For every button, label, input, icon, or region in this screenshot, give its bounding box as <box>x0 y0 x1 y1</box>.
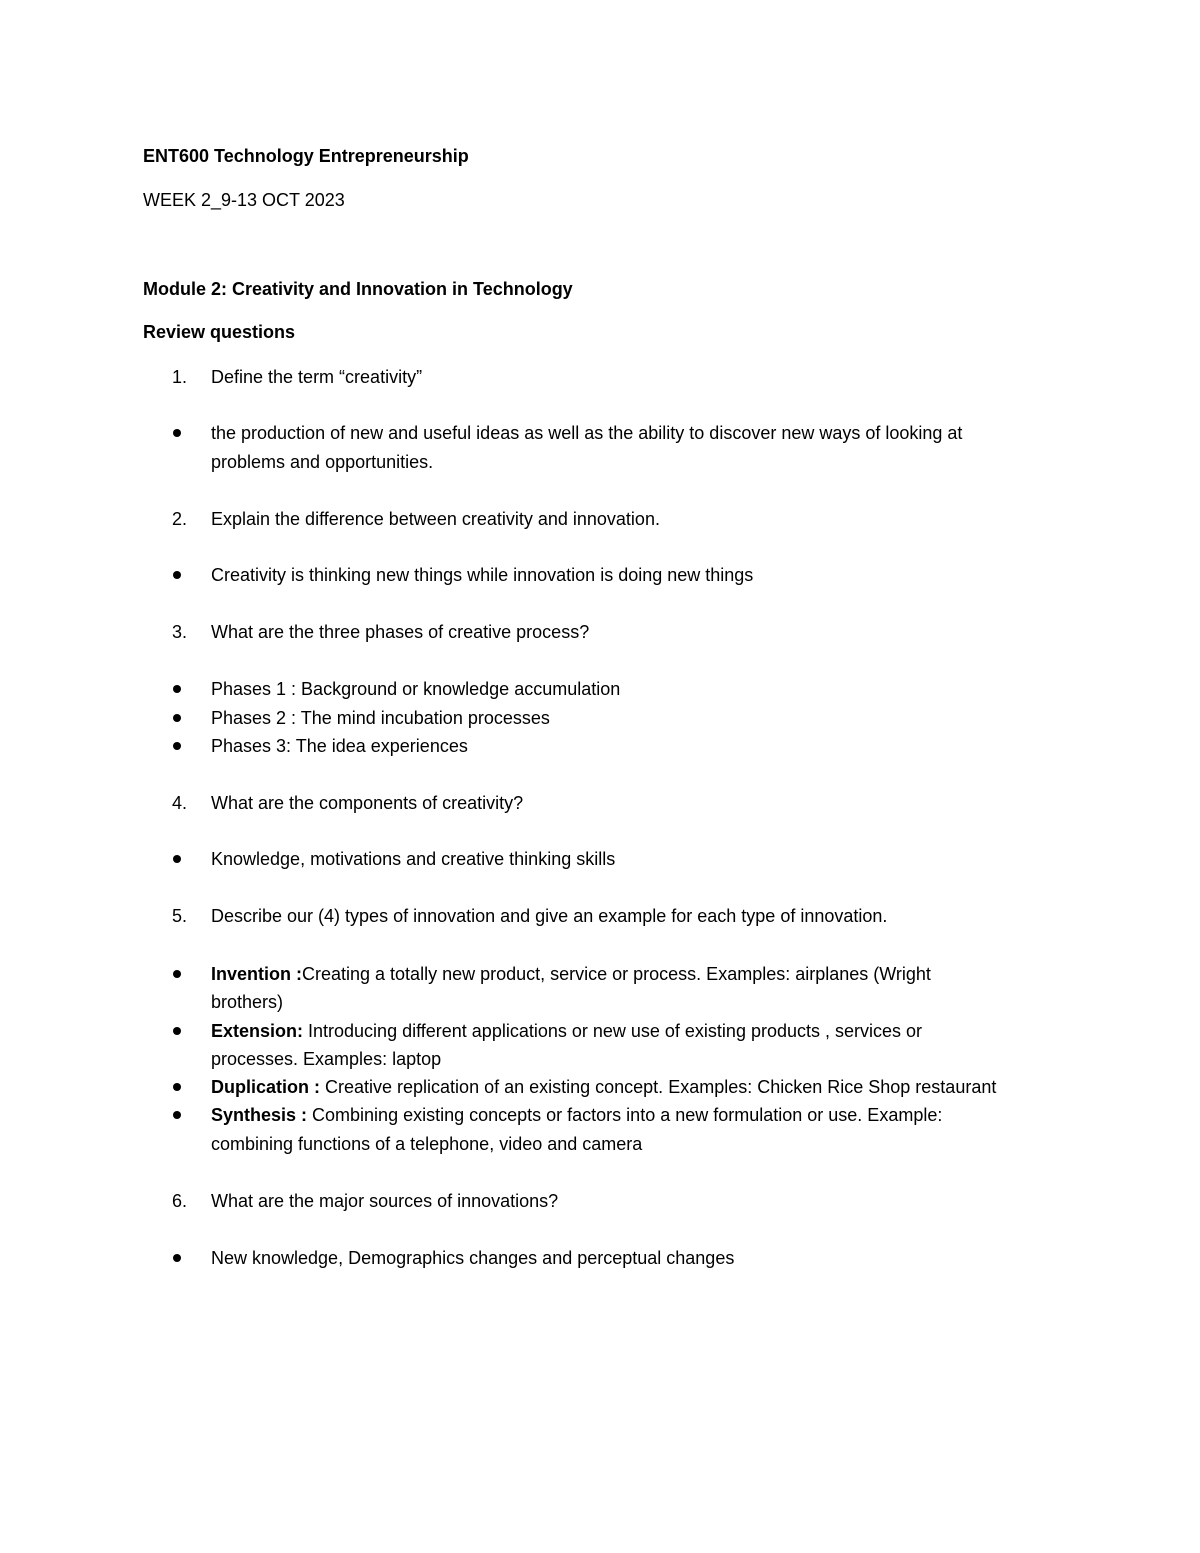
question-number: 4. <box>172 793 188 813</box>
bullet-icon <box>173 1254 181 1262</box>
bullet-icon <box>173 571 181 579</box>
innovation-item <box>211 962 931 986</box>
question-number: 1. <box>172 367 188 387</box>
question-text: What are the major sources of innovations? <box>211 1191 559 1211</box>
bullet-icon <box>173 970 181 978</box>
bullet-icon <box>173 742 181 750</box>
innovation-description: Creative replication of an existing concept. Examples: Chicken Rice Shop restaurant <box>320 1077 997 1097</box>
question-text: Define the term “creativity” <box>211 367 423 387</box>
question-text: What are the three phases of creative process? <box>211 622 590 642</box>
question-text: Describe our (4) types of innovation and give an example for each type of innovation. <box>211 906 888 926</box>
innovation-item <box>211 1103 942 1127</box>
answer-text: Phases 3: The idea experiences <box>211 736 468 756</box>
answer-text: Phases 1 : Background or knowledge accumulation <box>211 679 621 699</box>
section-heading: Review questions <box>143 322 296 342</box>
course-title: ENT600 Technology Entrepreneurship <box>143 146 469 166</box>
answer-text: Phases 2 : The mind incubation processes <box>211 708 550 728</box>
innovation-description-cont: brothers) <box>211 992 284 1012</box>
innovation-term: Invention : <box>211 964 302 984</box>
answer-text: Knowledge, motivations and creative thinking skills <box>211 849 616 869</box>
answer-text: problems and opportunities. <box>211 452 434 472</box>
innovation-term: Extension: <box>211 1021 304 1041</box>
innovation-description-cont: processes. Examples: laptop <box>211 1049 442 1069</box>
innovation-description-cont: combining functions of a telephone, video and camera <box>211 1134 643 1154</box>
bullet-icon <box>173 714 181 722</box>
innovation-item <box>211 1075 996 1099</box>
innovation-term: Duplication : <box>211 1077 320 1097</box>
question-text: What are the components of creativity? <box>211 793 524 813</box>
innovation-description: Creating a totally new product, service or process. Examples: airplanes (Wright <box>302 964 931 984</box>
bullet-icon <box>173 855 181 863</box>
question-text: Explain the difference between creativity and innovation. <box>211 509 660 529</box>
question-number: 3. <box>172 622 188 642</box>
bullet-icon <box>173 429 181 437</box>
answer-text: New knowledge, Demographics changes and perceptual changes <box>211 1248 735 1268</box>
innovation-term: Synthesis : <box>211 1105 308 1125</box>
bullet-icon <box>173 685 181 693</box>
answer-text: Creativity is thinking new things while innovation is doing new things <box>211 565 754 585</box>
question-number: 6. <box>172 1191 188 1211</box>
innovation-description: Introducing different applications or new use of existing products , services or <box>303 1021 923 1041</box>
bullet-icon <box>173 1111 181 1119</box>
innovation-description: Combining existing concepts or factors into a new formulation or use. Example: <box>307 1105 943 1125</box>
innovation-item <box>211 1019 922 1043</box>
week-label: WEEK 2_9-13 OCT 2023 <box>143 190 345 210</box>
module-title: Module 2: Creativity and Innovation in Technology <box>143 279 573 299</box>
question-number: 2. <box>172 509 188 529</box>
bullet-icon <box>173 1027 181 1035</box>
question-number: 5. <box>172 906 188 926</box>
bullet-icon <box>173 1083 181 1091</box>
answer-text: the production of new and useful ideas as well as the ability to discover new ways of looking at <box>211 423 963 443</box>
